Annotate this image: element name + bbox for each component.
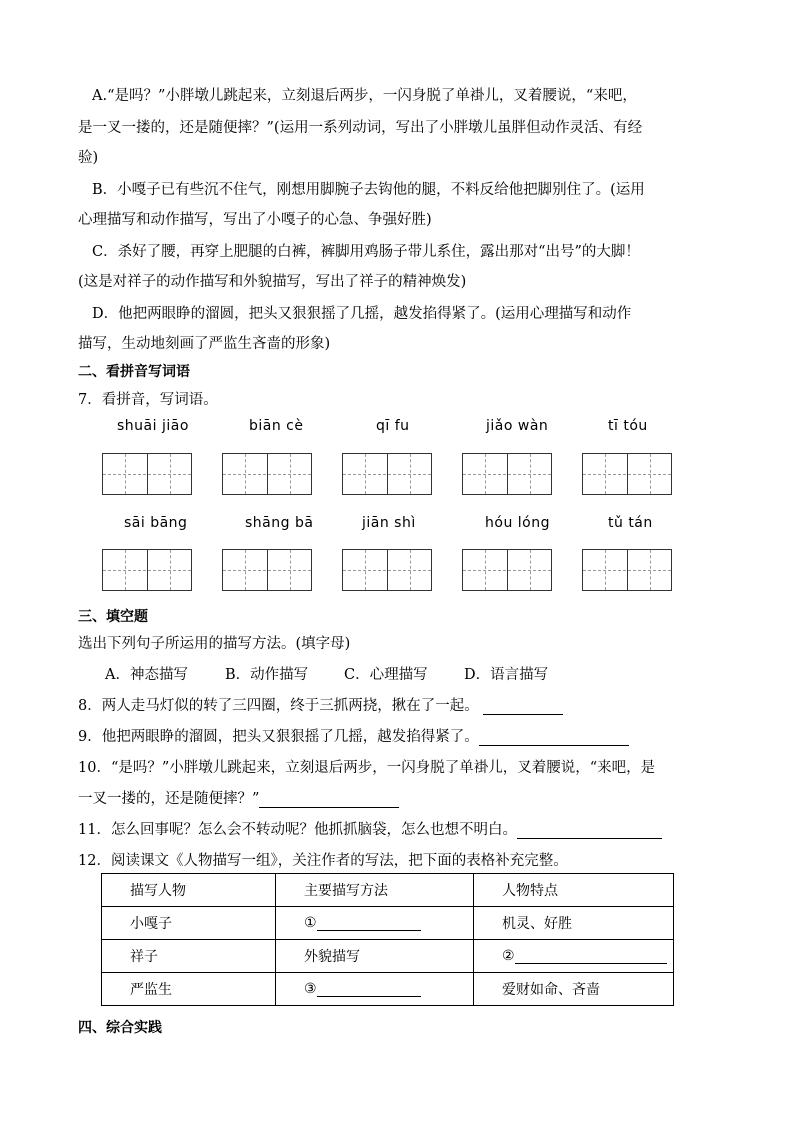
pinyin-8: jiān shì <box>362 515 416 531</box>
pinyin-5: tī tóu <box>608 418 648 434</box>
question-12: 12．阅读课文《人物描写一组》，关注作者的写法，把下面的表格补充完整。 <box>78 853 568 869</box>
option-a-line3: 验) <box>78 150 99 166</box>
choice-d: D．语言描写 <box>464 667 549 683</box>
writing-grid[interactable] <box>102 549 192 591</box>
option-a-line1: A.“是吗？”小胖墩儿跳起来，立刻退后两步，一闪身脱了单褂儿，叉着腰说，“来吧， <box>92 88 637 104</box>
question-11: 11．怎么回事呢？怎么会不转动呢？他抓抓脑袋，怎么也想不明白。 <box>78 818 662 839</box>
question-9: 9．他把两眼睁的溜圆，把头又狠狠摇了几摇，越发掐得紧了。 <box>78 725 629 746</box>
table-cell: ① <box>276 907 474 940</box>
answer-blank-11[interactable] <box>517 824 662 839</box>
table-cell: 严监生 <box>102 973 276 1006</box>
pinyin-4: jiǎo wàn <box>486 418 549 434</box>
pinyin-6: sāi bāng <box>124 515 188 531</box>
choice-c: C．心理描写 <box>344 667 428 683</box>
section-2-title: 二、看拼音写词语 <box>78 364 190 380</box>
table-header: 描写人物 <box>102 874 276 907</box>
answer-blank-10[interactable] <box>259 793 399 808</box>
answer-blank-8[interactable] <box>483 700 563 715</box>
question-8: 8．两人走马灯似的转了三四圈，终于三抓两挠，揪在了一起。 <box>78 694 563 715</box>
table-row <box>102 940 674 973</box>
option-d-line1: D．他把两眼睁的溜圆，把头又狠狠摇了几摇，越发掐得紧了。(运用心理描写和动作 <box>92 306 632 322</box>
question-10-line1: 10．“是吗？”小胖墩儿跳起来，立刻退后两步，一闪身脱了单褂儿，叉着腰说，“来吧，是 <box>78 760 656 776</box>
pinyin-2: biān cè <box>249 418 304 434</box>
question-10-line2: 一叉一搂的，还是随便摔？” <box>78 787 399 808</box>
description-table <box>101 873 674 1006</box>
table-answer-blank-2[interactable] <box>515 949 667 964</box>
table-cell: 机灵、好胜 <box>474 907 674 940</box>
table-header: 人物特点 <box>474 874 674 907</box>
option-b-line1: B．小嘎子已有些沉不住气，刚想用脚腕子去钩他的腿，不料反给他把脚别住了。(运用 <box>92 182 645 198</box>
writing-grid[interactable] <box>582 453 672 495</box>
table-cell: 爱财如命、吝啬 <box>474 973 674 1006</box>
table-header-row <box>102 874 674 907</box>
pinyin-1: shuāi jiāo <box>117 418 189 434</box>
section-3-title: 三、填空题 <box>78 609 148 625</box>
writing-grid[interactable] <box>462 549 552 591</box>
table-row <box>102 973 674 1006</box>
option-a-line2: 是一叉一搂的，还是随便摔？”(运用一系列动词，写出了小胖墩儿虽胖但动作灵活、有经 <box>78 120 643 136</box>
writing-grid[interactable] <box>222 453 312 495</box>
table-answer-blank-1[interactable] <box>317 916 421 931</box>
pinyin-7: shāng bā <box>245 515 314 531</box>
choice-a: A．神态描写 <box>105 667 188 683</box>
table-cell: 小嘎子 <box>102 907 276 940</box>
table-header: 主要描写方法 <box>276 874 474 907</box>
pinyin-10: tǔ tán <box>608 515 653 531</box>
table-cell: ③ <box>276 973 474 1006</box>
table-cell: 祥子 <box>102 940 276 973</box>
option-b-line2: 心理描写和动作描写，写出了小嘎子的心急、争强好胜) <box>78 212 432 228</box>
writing-grid[interactable] <box>582 549 672 591</box>
writing-grid[interactable] <box>342 453 432 495</box>
pinyin-3: qī fu <box>376 418 410 434</box>
answer-blank-9[interactable] <box>479 731 629 746</box>
table-answer-blank-3[interactable] <box>317 982 421 997</box>
option-d-line2: 描写，生动地刻画了严监生吝啬的形象) <box>78 336 331 352</box>
table-cell: 外貌描写 <box>276 940 474 973</box>
question-7: 7．看拼音，写词语。 <box>78 392 218 408</box>
choice-b: B．动作描写 <box>225 667 309 683</box>
writing-grid[interactable] <box>462 453 552 495</box>
section-4-title: 四、综合实践 <box>78 1020 162 1036</box>
table-row <box>102 907 674 940</box>
writing-grid[interactable] <box>102 453 192 495</box>
writing-grid[interactable] <box>342 549 432 591</box>
option-c-line2: (这是对祥子的动作描写和外貌描写，写出了祥子的精神焕发) <box>78 274 467 290</box>
writing-grid[interactable] <box>222 549 312 591</box>
instruction: 选出下列句子所运用的描写方法。(填字母) <box>78 636 351 652</box>
pinyin-9: hóu lóng <box>485 515 550 531</box>
option-c-line1: C．杀好了腰，再穿上肥腿的白裤，裤脚用鸡肠子带儿系住，露出那对“出号”的大脚！ <box>92 244 640 260</box>
table-cell: ② <box>474 940 674 973</box>
